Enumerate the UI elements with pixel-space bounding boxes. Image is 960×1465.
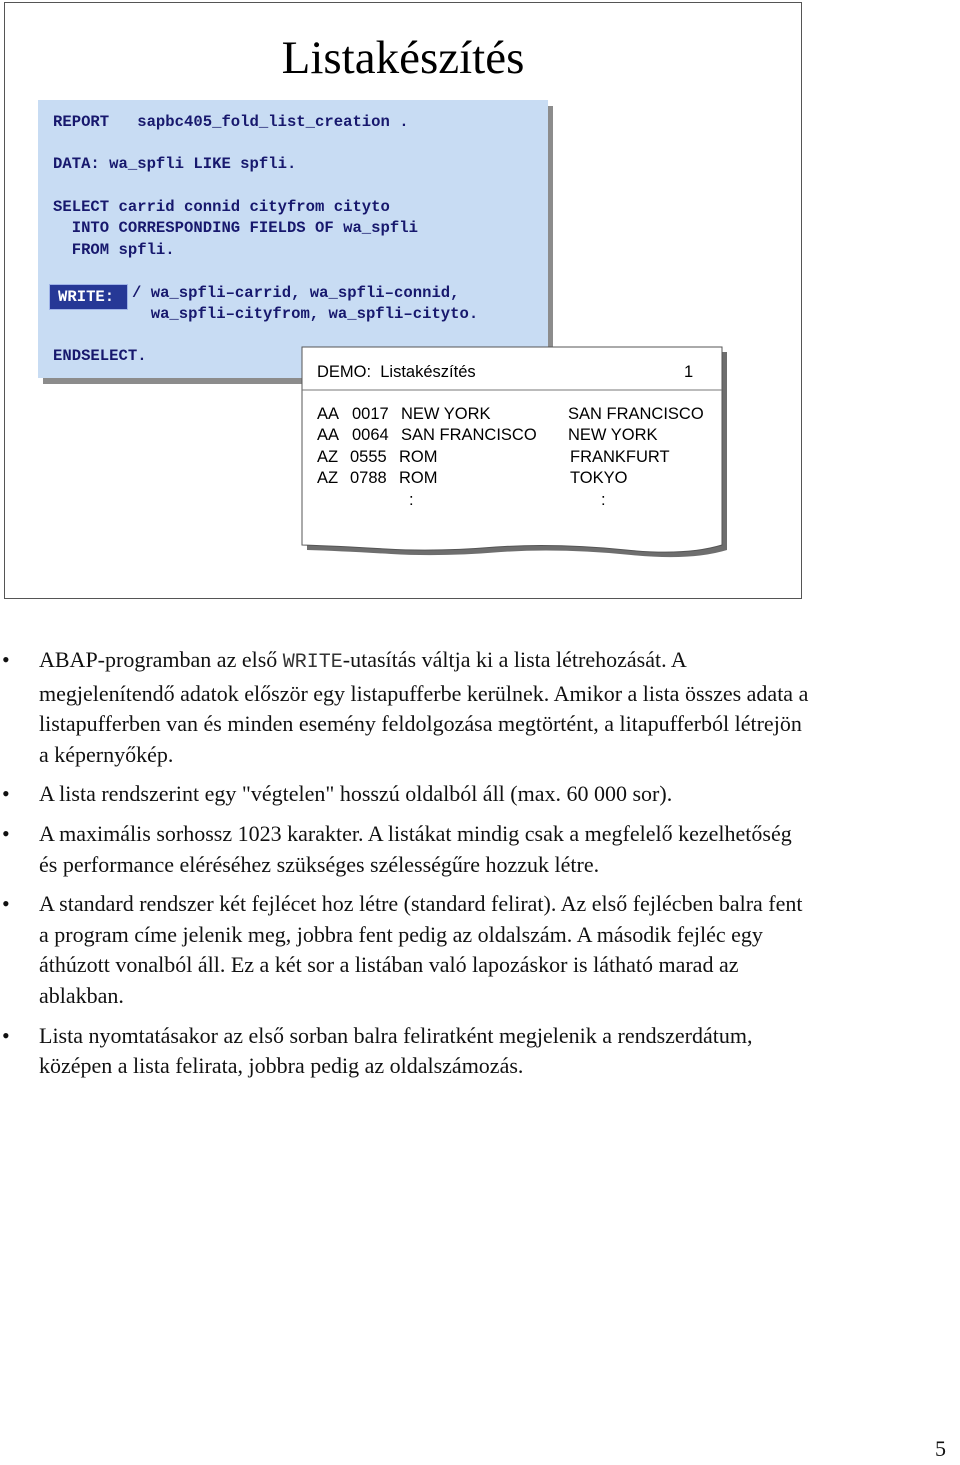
code-line-into: INTO CORRESPONDING FIELDS OF wa_spfli	[53, 219, 418, 237]
bullet-dot: •	[2, 647, 10, 672]
list-row-connid: 0064	[352, 426, 389, 444]
code-line-report: REPORT sapbc405_fold_list_creation .	[53, 113, 409, 131]
bullet-text: A maximális sorhossz 1023 karakter. A listákat mindig csak a megfelelő kezelhetőség és performance eléréséhez szükséges szélességűre hozzuk létre.	[39, 820, 792, 877]
list-output-page	[301, 346, 729, 562]
list-row-cityto: NEW YORK	[568, 426, 658, 444]
slide-title: Listakészítés	[281, 32, 525, 84]
bullet-item	[0, 779, 960, 810]
list-row-carrid: AZ	[317, 448, 339, 466]
bullet-list	[0, 645, 960, 1091]
slide-frame	[4, 2, 802, 599]
list-ellipsis-right: :	[601, 491, 606, 509]
list-header-title: DEMO: Listakészítés	[317, 363, 476, 381]
list-row-connid: 0555	[350, 448, 387, 466]
bullet-code: WRITE	[282, 651, 343, 674]
list-row-cityfrom: SAN FRANCISCO	[401, 426, 537, 444]
code-line-select: SELECT carrid connid cityfrom cityto	[53, 198, 390, 216]
code-line-endselect: ENDSELECT.	[53, 347, 147, 365]
write-keyword-highlight: WRITE:	[49, 284, 128, 310]
bullet-text: ABAP-programban az első	[39, 647, 283, 672]
code-line-from: FROM spfli.	[53, 241, 175, 259]
code-line-write-2: wa_spfli–cityfrom, wa_spfli–cityto.	[132, 305, 479, 323]
code-line-write-1: / wa_spfli–carrid, wa_spfli–connid,	[132, 284, 460, 302]
list-row-carrid: AA	[317, 426, 340, 444]
list-row-cityto: SAN FRANCISCO	[568, 405, 704, 423]
bullet-dot: •	[2, 781, 10, 807]
list-row-cityto: TOKYO	[570, 469, 628, 487]
list-row-carrid: AZ	[317, 469, 339, 487]
bullet-text: A lista rendszerint egy "végtelen" hosszú oldalból áll (max. 60 000 sor).	[39, 781, 673, 807]
code-box	[38, 100, 548, 378]
list-header-page-number: 1	[684, 363, 694, 381]
code-line-data: DATA: wa_spfli LIKE spfli.	[53, 155, 297, 173]
bullet-item	[0, 1021, 960, 1082]
list-row-connid: 0017	[352, 405, 389, 423]
bullet-text: A standard rendszer két fejlécet hoz létre (standard felirat). Az első fejlécben balra fent a program címe jelenik meg, jobbra fent pedig az oldalszám. A második fejléc egy áthúzott vonalból áll. Ez a két sor a listában való lapozáskor is látható marad az ablakban.	[39, 891, 803, 1008]
bullet-item	[0, 889, 960, 1011]
list-row-cityto: FRANKFURT	[570, 448, 670, 466]
list-row-cityfrom: ROM	[399, 469, 438, 487]
bullet-item	[0, 645, 960, 770]
list-row-cityfrom: NEW YORK	[401, 405, 491, 423]
list-row-carrid: AA	[317, 405, 340, 423]
list-row-cityfrom: ROM	[399, 448, 438, 466]
list-row-connid: 0788	[350, 469, 387, 487]
bullet-text: -utasítás váltja ki a lista létrehozását. A megjelenítendő adatok először egy listapufferbe kerülnek. Amikor a lista összes adata a listapufferben van és minden esemény feldolgozása megtörtént, a litapufferból létrejön a képernyőkép.	[39, 647, 809, 767]
bullet-dot: •	[2, 891, 10, 917]
bullet-dot: •	[2, 1022, 10, 1048]
page-number: 5	[935, 1436, 946, 1461]
bullet-item	[0, 819, 960, 880]
bullet-dot: •	[2, 820, 10, 846]
bullet-text: Lista nyomtatásakor az első sorban balra feliratként megjelenik a rendszerdátum, középen a lista felirata, jobbra pedig az oldalszámozás.	[39, 1022, 753, 1079]
list-ellipsis-left: :	[409, 491, 414, 509]
